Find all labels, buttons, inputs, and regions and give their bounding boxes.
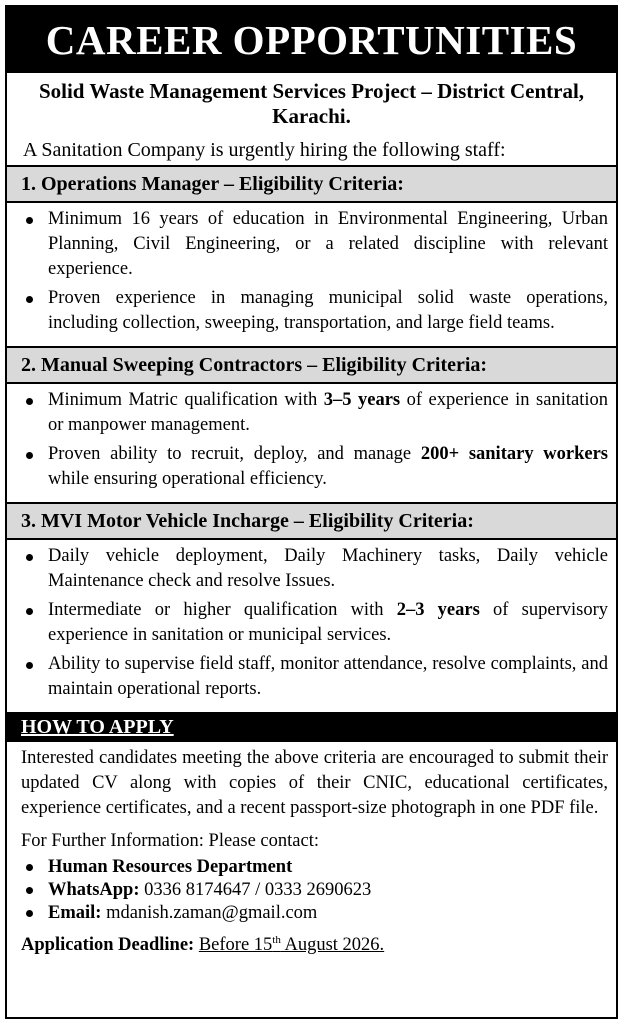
section-body-vehicle-incharge (7, 540, 616, 712)
section-heading-sweeping-contractors: 2. Manual Sweeping Contractors – Eligibility Criteria: (7, 348, 616, 384)
criteria-item: Minimum Matric qualification with 3–5 years of experience in sanitation or manpower management. (21, 388, 608, 438)
application-deadline: Application Deadline: Before 15th August 2026. (21, 933, 385, 955)
section-body-operations-manager (7, 203, 616, 348)
criteria-item: Daily vehicle deployment, Daily Machinery tasks, Daily vehicle Maintenance check and resolve Issues. (21, 544, 608, 594)
page-title: CAREER OPPORTUNITIES (7, 7, 616, 73)
how-to-apply-heading: HOW TO APPLY (7, 712, 616, 742)
contact-whatsapp: WhatsApp: 0336 8174647 / 0333 2690623 (21, 879, 608, 902)
project-subtitle: Solid Waste Management Services Project – District Central, Karachi. (38, 79, 585, 128)
section-body-sweeping-contractors (7, 384, 616, 504)
apply-instructions: Interested candidates meeting the above criteria are encouraged to submit their updated CV along with copies of their CNIC, educational certificates, experience certificates, and a recent passport-size photograph in one PDF file. (21, 748, 608, 818)
criteria-item: Intermediate or higher qualification with 2–3 years of supervisory experience in sanitation or municipal services. (21, 598, 608, 648)
criteria-item: Proven ability to recruit, deploy, and manage 200+ sanitary workers while ensuring operational efficiency. (21, 442, 608, 492)
job-advertisement (5, 5, 618, 1019)
how-to-apply-body (7, 742, 616, 958)
contact-department: Human Resources Department (21, 856, 608, 879)
criteria-item: Minimum 16 years of education in Environmental Engineering, Urban Planning, Civil Engineering, or a related discipline with relevant experience. (21, 207, 608, 282)
criteria-item: Proven experience in managing municipal solid waste operations, including collection, sweeping, transportation, and large field teams. (21, 286, 608, 336)
criteria-item: Ability to supervise field staff, monitor attendance, resolve complaints, and maintain operational reports. (21, 652, 608, 702)
intro-text: A Sanitation Company is urgently hiring the following staff: (7, 131, 616, 167)
section-heading-operations-manager: 1. Operations Manager – Eligibility Criteria: (7, 167, 616, 203)
contact-intro: For Further Information: Please contact: (21, 831, 319, 851)
contact-email: Email: mdanish.zaman@gmail.com (21, 902, 608, 925)
section-heading-vehicle-incharge: 3. MVI Motor Vehicle Incharge – Eligibility Criteria: (7, 504, 616, 540)
deadline-date: Before 15th August 2026. (198, 933, 385, 955)
